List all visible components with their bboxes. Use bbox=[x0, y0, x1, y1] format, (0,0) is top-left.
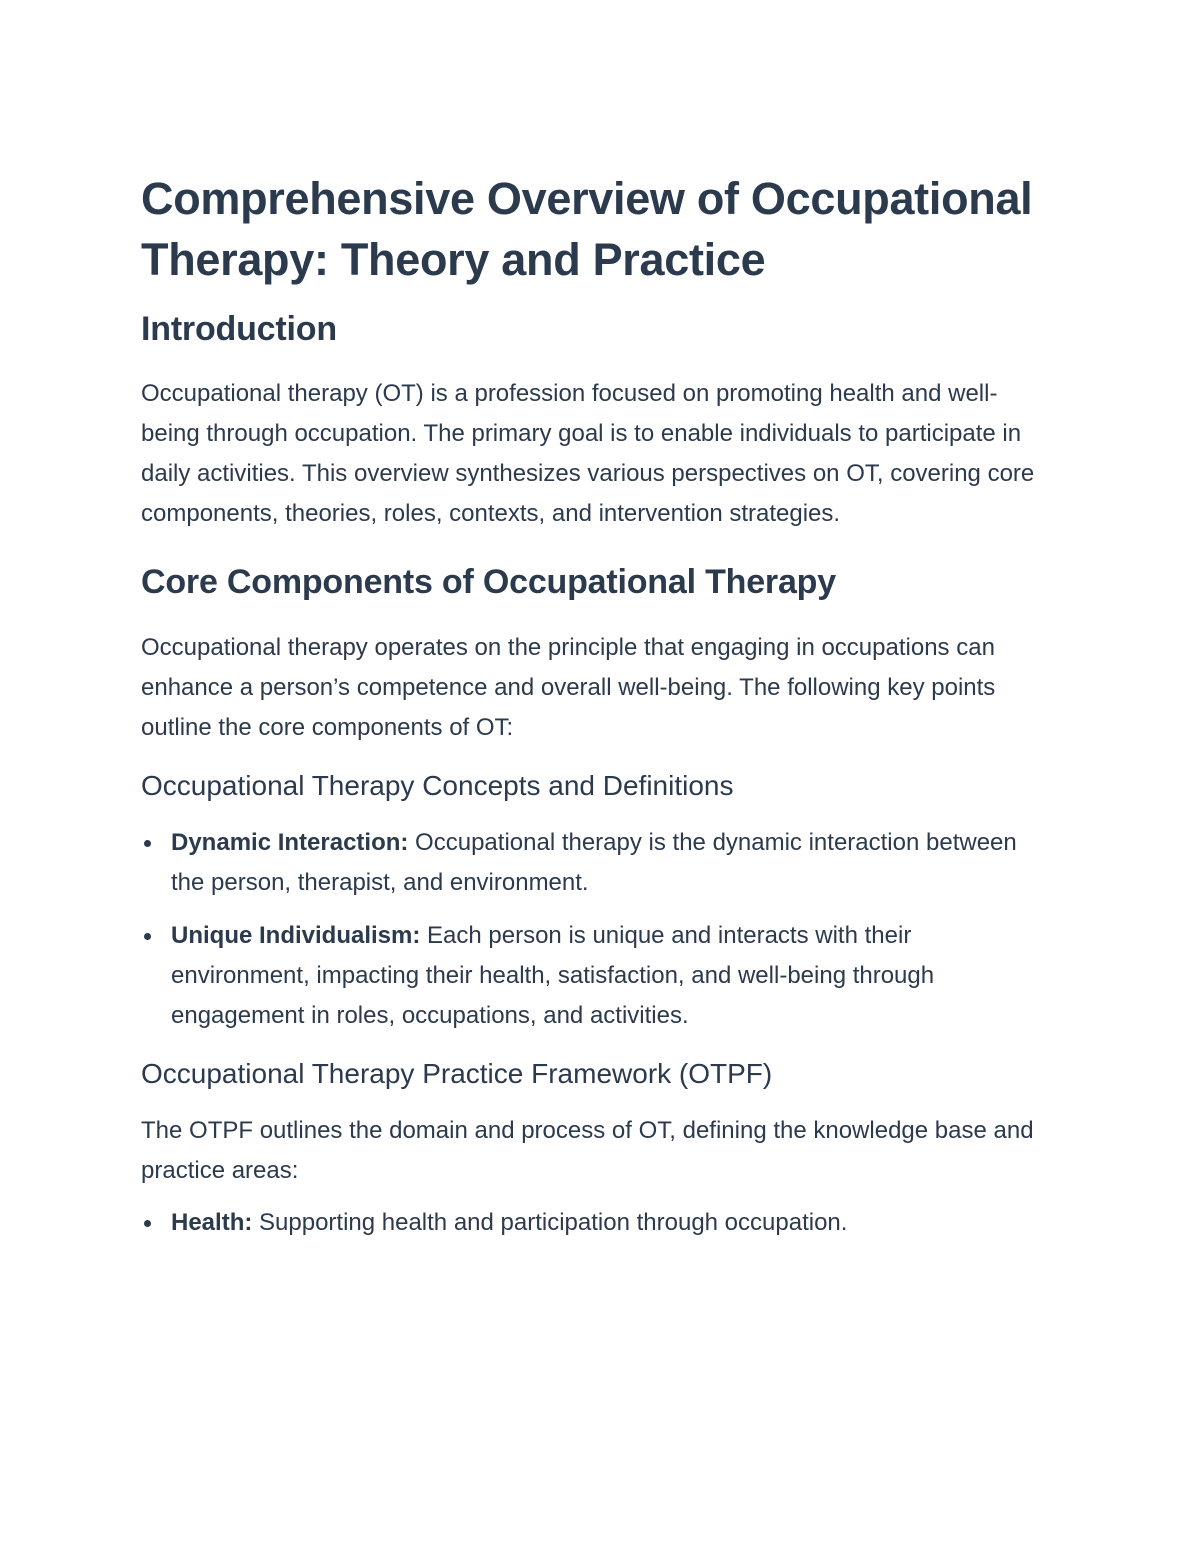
list-item-text: Occupational therapy is the dynamic interaction between the person, therapist, and environment. bbox=[171, 829, 1017, 896]
list-item-term: Unique Individualism: bbox=[171, 922, 421, 949]
bullet-icon bbox=[144, 840, 151, 847]
concepts-list bbox=[141, 823, 1051, 1036]
list-item bbox=[141, 916, 1051, 1036]
list-item-text: Each person is unique and interacts with their environment, impacting their health, satisfaction, and well-being through engagement in roles, occupations, and activities. bbox=[171, 922, 935, 1029]
otpf-list bbox=[141, 1203, 1051, 1243]
list-item-text: Supporting health and participation through occupation. bbox=[252, 1209, 848, 1236]
introduction-heading: Introduction bbox=[141, 310, 337, 348]
bullet-icon bbox=[144, 933, 151, 940]
core-components-paragraph: Occupational therapy operates on the principle that engaging in occupations can enhance a person’s competence and overall well-being. The following key points outline the core components of OT: bbox=[141, 634, 996, 741]
document-title: Comprehensive Overview of Occupational Therapy: Theory and Practice bbox=[141, 173, 1033, 285]
core-components-heading: Core Components of Occupational Therapy bbox=[141, 563, 836, 601]
list-item-term: Dynamic Interaction: bbox=[171, 829, 409, 856]
concepts-heading: Occupational Therapy Concepts and Definitions bbox=[141, 770, 734, 801]
document-page bbox=[141, 168, 1051, 1243]
list-item bbox=[141, 823, 1051, 903]
otpf-paragraph: The OTPF outlines the domain and process of OT, defining the knowledge base and practice areas: bbox=[141, 1117, 1034, 1184]
bullet-icon bbox=[144, 1220, 151, 1227]
introduction-paragraph: Occupational therapy (OT) is a profession focused on promoting health and well-being through occupation. The primary goal is to enable individuals to participate in daily activities. This overview synthesizes various perspectives on OT, covering core components, theories, roles, contexts, and intervention strategies. bbox=[141, 380, 1035, 527]
list-item-term: Health: bbox=[171, 1209, 253, 1236]
otpf-heading: Occupational Therapy Practice Framework (OTPF) bbox=[141, 1058, 773, 1089]
list-item bbox=[141, 1203, 1051, 1243]
